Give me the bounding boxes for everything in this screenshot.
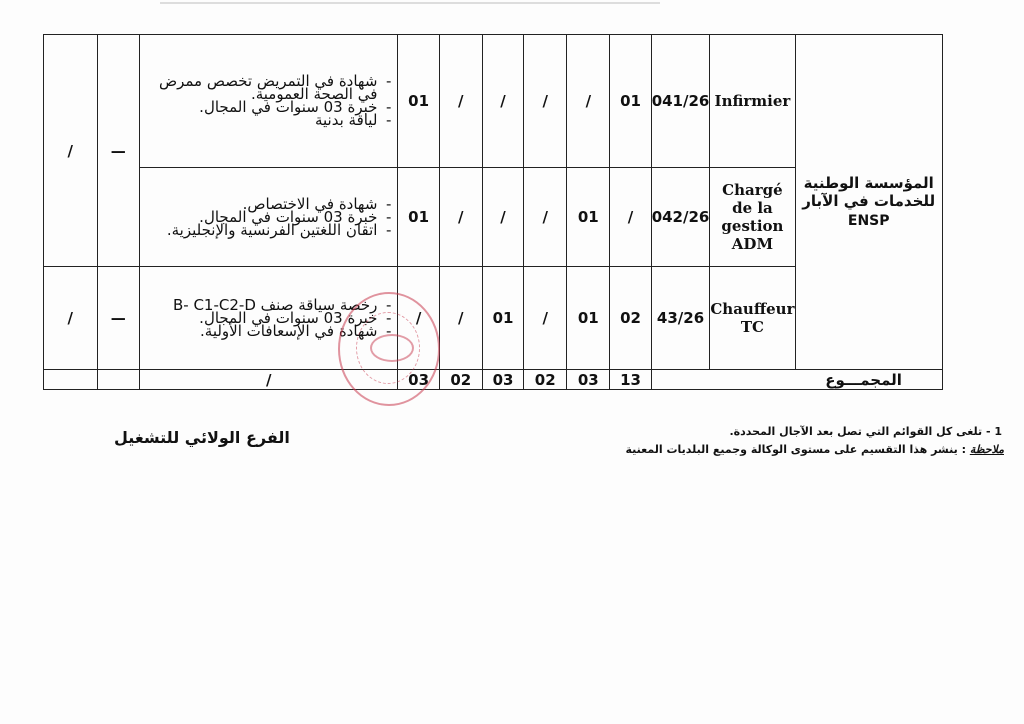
totals-row [44, 370, 1024, 390]
count-cell: / [524, 168, 567, 267]
recruitment-table [43, 34, 1024, 390]
totals-label: المجمـــوع [651, 370, 942, 390]
establishment-cell [795, 35, 942, 370]
count-cell: / [398, 267, 439, 370]
requirement-item: - شهادة في التمريض تخصص ممرض في الصحة العمومية. [144, 75, 377, 101]
count-cell: / [610, 168, 651, 267]
establishment-name: المؤسسة الوطنية للخدمات في الآبار [802, 174, 936, 210]
count-cell: / [482, 35, 523, 168]
count-cell: / [567, 35, 610, 168]
code-cell: 042/26 [651, 168, 710, 267]
count-cell: / [439, 35, 482, 168]
requirement-item: - خبرة 03 سنوات في المجال. [144, 312, 377, 325]
count-cell: / [524, 35, 567, 168]
side-cell: / [44, 267, 98, 370]
totals-blank [44, 370, 98, 390]
count-cell: / [482, 168, 523, 267]
total-cell: 13 [610, 370, 651, 390]
side-cell: — [97, 35, 139, 267]
total-cell: 02 [439, 370, 482, 390]
requirement-item: - خبرة 03 سنوات في المجال. [144, 211, 377, 224]
requirements-cell [139, 267, 397, 370]
count-cell: 01 [482, 267, 523, 370]
total-cell: 02 [524, 370, 567, 390]
totals-blank [97, 370, 139, 390]
note-line-2 [626, 443, 1004, 456]
requirement-item: - شهادة في الإسعافات الأولية. [144, 325, 377, 338]
requirements-cell [139, 168, 397, 267]
total-cell: 03 [567, 370, 610, 390]
count-cell: / [439, 168, 482, 267]
count-cell: / [524, 267, 567, 370]
count-cell: 02 [610, 267, 651, 370]
count-cell: 01 [398, 35, 439, 168]
establishment-abbr: ENSP [847, 213, 890, 229]
post-cell: Chargé de la gestion ADM [710, 168, 795, 267]
side-cell: / [44, 35, 98, 267]
note-label: ملاحظة [969, 443, 1004, 456]
requirement-item: - شهادة في الاختصاص. [144, 198, 377, 211]
requirement-item: - رخصة سياقة صنف B- C1-C2-D [144, 299, 377, 312]
count-cell: / [439, 267, 482, 370]
post-cell: Chauffeur TC [710, 267, 795, 370]
count-cell: 01 [567, 267, 610, 370]
side-cell: — [97, 267, 139, 370]
code-cell: 43/26 [651, 267, 710, 370]
scan-artifact [160, 2, 660, 4]
signature-block: الفرع الولائي للتشغيل [114, 428, 290, 447]
post-cell: Infirmier [710, 35, 795, 168]
count-cell: 01 [398, 168, 439, 267]
count-cell: 01 [610, 35, 651, 168]
totals-req: / [139, 370, 397, 390]
total-cell: 03 [482, 370, 523, 390]
requirement-item: - لياقة بدنية [144, 114, 377, 127]
count-cell: 01 [567, 168, 610, 267]
requirement-item: - خبرة 03 سنوات في المجال. [144, 101, 377, 114]
requirement-item: - اتقان اللغتين الفرنسية والإنجليزية. [144, 224, 377, 237]
table-row [44, 35, 1024, 168]
note-text: : ينشر هذا التقسيم على مستوى الوكالة وجميع البلديات المعنية [625, 443, 966, 456]
code-cell: 041/26 [651, 35, 710, 168]
note-line-1: 1 - تلغى كل القوائم التي تصل بعد الآجال المحددة. [729, 425, 1002, 438]
requirements-cell [139, 35, 397, 168]
total-cell: 03 [398, 370, 439, 390]
